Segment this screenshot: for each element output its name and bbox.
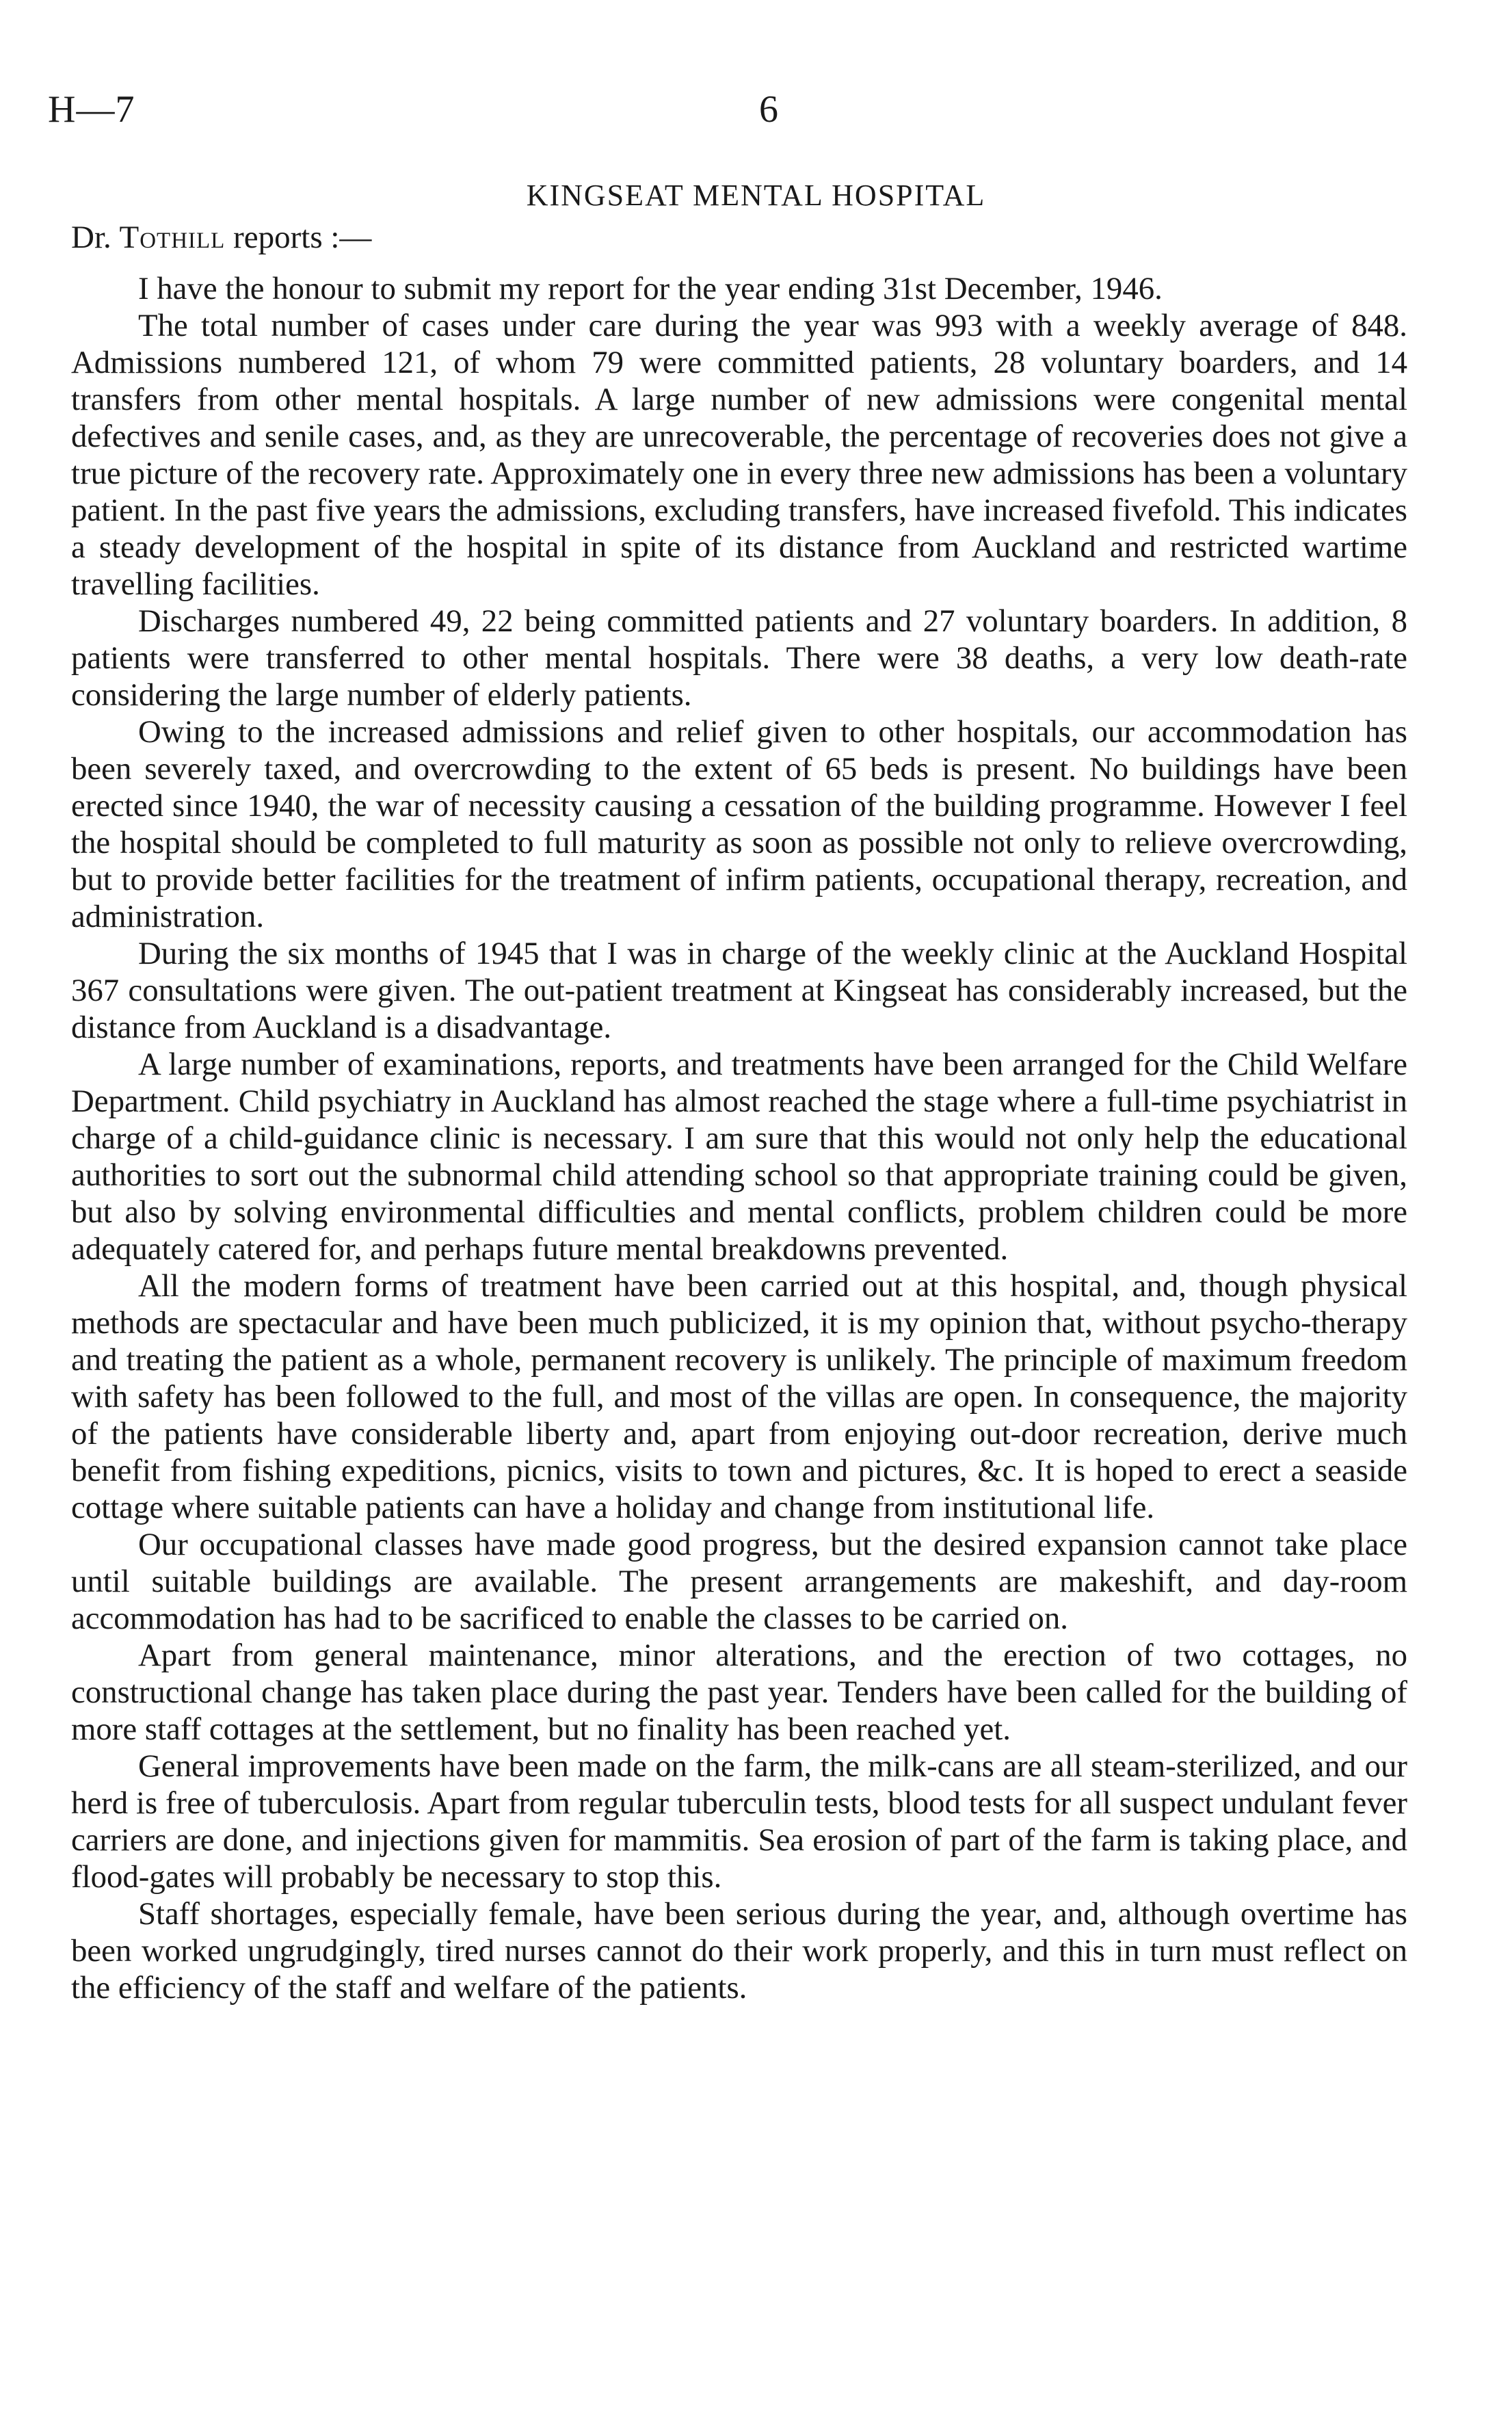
- paragraph: A large number of examinations, reports, and treatments have been arranged for the Child Welfare Department. Child psychiatry in Auckland has almost reached the stage where a full-time psychiatrist in charge of a child-guidance clinic is necessary. I am sure that this would not only help the educational authorities to sort out the subnormal child attending school so that appropriate training could be given, but also by solving environmental difficulties and mental conflicts, problem children could be more adequately catered for, and perhaps future mental breakdowns prevented.: [71, 1047, 1407, 1267]
- reporter-name: Tothill: [119, 220, 226, 255]
- paragraph: I have the honour to submit my report for the year ending 31st December, 1946.: [138, 271, 1163, 306]
- page-number: 6: [759, 88, 778, 131]
- page-header: [48, 88, 1464, 142]
- paragraph: The total number of cases under care during the year was 993 with a weekly average of 848. Admissions numbered 121, of whom 79 were committed patients, 28 voluntary boarders, and 14 transfers from other mental hospitals. A large number of new admissions were congenital mental defectives and senile cases, and, as they are unrecoverable, the percentage of recoveries does not give a true picture of the recovery rate. Approximately one in every three new admissions has been a voluntary patient. In the past five years the admissions, excluding transfers, have increased fivefold. This indicates a steady development of the hospital in spite of its distance from Auckland and restricted wartime travelling facilities.: [71, 308, 1407, 602]
- reporter-prefix: Dr.: [71, 220, 111, 255]
- reporter-suffix: reports :—: [233, 220, 372, 255]
- paragraph: Apart from general maintenance, minor alterations, and the erection of two cottages, no constructional change has taken place during the past year. Tenders have been called for the building of more staff cottages at the settlement, but no finality has been reached yet.: [71, 1638, 1407, 1747]
- paragraph: General improvements have been made on the farm, the milk-cans are all steam-sterilized, and our herd is free of tuberculosis. Apart from regular tuberculin tests, blood tests for all suspect undulant fever carriers are done, and injections given for mammitis. Sea erosion of part of the farm is taking place, and flood-gates will probably be necessary to stop this.: [71, 1748, 1407, 1895]
- report-body: [71, 270, 1407, 2006]
- reporter-line: [71, 219, 371, 256]
- paragraph: All the modern forms of treatment have been carried out at this hospital, and, though physical methods are spectacular and have been much publicized, it is my opinion that, without psycho-therapy and treating the patient as a whole, permanent recovery is unlikely. The principle of maximum freedom with safety has been followed to the full, and most of the villas are open. In consequence, the majority of the patients have considerable liberty and, apart from enjoying out-door recreation, derive much benefit from fishing expeditions, picnics, visits to town and pictures, &c. It is hoped to erect a seaside cottage where suitable patients can have a holiday and change from institutional life.: [71, 1268, 1407, 1525]
- section-title: KINGSEAT MENTAL HOSPITAL: [526, 179, 986, 212]
- paragraph: Discharges numbered 49, 22 being committed patients and 27 voluntary boarders. In addition, 8 patients were transferred to other mental hospitals. There were 38 deaths, a very low death-rate considering the large number of elderly patients.: [71, 603, 1407, 713]
- paragraph: Staff shortages, especially female, have been serious during the year, and, although overtime has been worked ungrudgingly, tired nurses cannot do their work properly, and this in turn must reflect on the efficiency of the staff and welfare of the patients.: [71, 1896, 1407, 2006]
- paragraph: Our occupational classes have made good progress, but the desired expansion cannot take place until suitable buildings are available. The present arrangements are makeshift, and day-room accommodation has had to be sacrificed to enable the classes to be carried on.: [71, 1527, 1407, 1636]
- paragraph: Owing to the increased admissions and relief given to other hospitals, our accommodation has been severely taxed, and overcrowding to the extent of 65 beds is present. No buildings have been erected since 1940, the war of necessity causing a cessation of the building programme. However I feel the hospital should be completed to full maturity as soon as possible not only to relieve overcrowding, but to provide better facilities for the treatment of infirm patients, occupational therapy, recreation, and administration.: [71, 714, 1407, 934]
- page-reference: H—7: [48, 88, 135, 131]
- paragraph: During the six months of 1945 that I was in charge of the weekly clinic at the Auckland Hospital 367 consultations were given. The out-patient treatment at Kingseat has considerably increased, but the distance from Auckland is a disadvantage.: [71, 936, 1407, 1045]
